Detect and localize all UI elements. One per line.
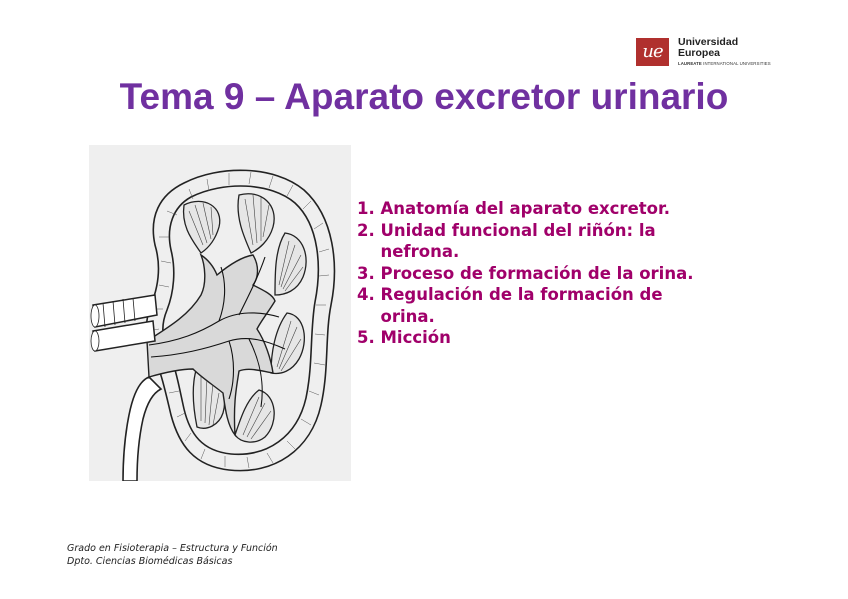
slide-title: Tema 9 – Aparato excretor urinario bbox=[119, 76, 729, 117]
list-item-number: 1. bbox=[357, 199, 375, 218]
ue-logo-icon: ue bbox=[636, 38, 669, 66]
list-item-text: Unidad funcional del riñón: la nefrona. bbox=[380, 220, 656, 261]
list-item-number: 2. bbox=[357, 220, 375, 240]
list-item bbox=[357, 220, 777, 263]
topics-list bbox=[357, 198, 777, 349]
list-item-text: Regulación de la formación de orina. bbox=[380, 285, 663, 326]
footer-department: Dpto. Ciencias Biomédicas Básicas bbox=[67, 556, 233, 567]
list-item-number: 3. bbox=[357, 263, 375, 283]
logo-tagline-bold: LAUREATE bbox=[678, 61, 702, 66]
university-logo bbox=[636, 36, 786, 72]
list-item-text: Micción bbox=[380, 328, 451, 347]
kidney-illustration bbox=[89, 145, 351, 481]
kidney-section-drawing bbox=[89, 145, 351, 481]
logo-name bbox=[678, 37, 778, 59]
logo-name-line2: Europea bbox=[678, 47, 721, 59]
list-item-text: Proceso de formación de la orina. bbox=[380, 263, 694, 283]
list-item bbox=[357, 263, 777, 285]
logo-name-line1: Universidad bbox=[678, 36, 739, 48]
footer-course: Grado en Fisioterapia – Estructura y Función bbox=[67, 543, 278, 554]
list-item-text: Anatomía del aparato excretor. bbox=[380, 199, 671, 218]
list-item-number: 5. bbox=[357, 328, 375, 347]
list-item-number: 4. bbox=[357, 285, 375, 304]
slide-footer bbox=[67, 542, 278, 568]
logo-tagline-rest: INTERNATIONAL UNIVERSITIES bbox=[701, 61, 771, 66]
list-item bbox=[357, 284, 777, 327]
list-item bbox=[357, 198, 777, 220]
logo-tagline bbox=[678, 61, 788, 66]
list-item bbox=[357, 327, 777, 349]
